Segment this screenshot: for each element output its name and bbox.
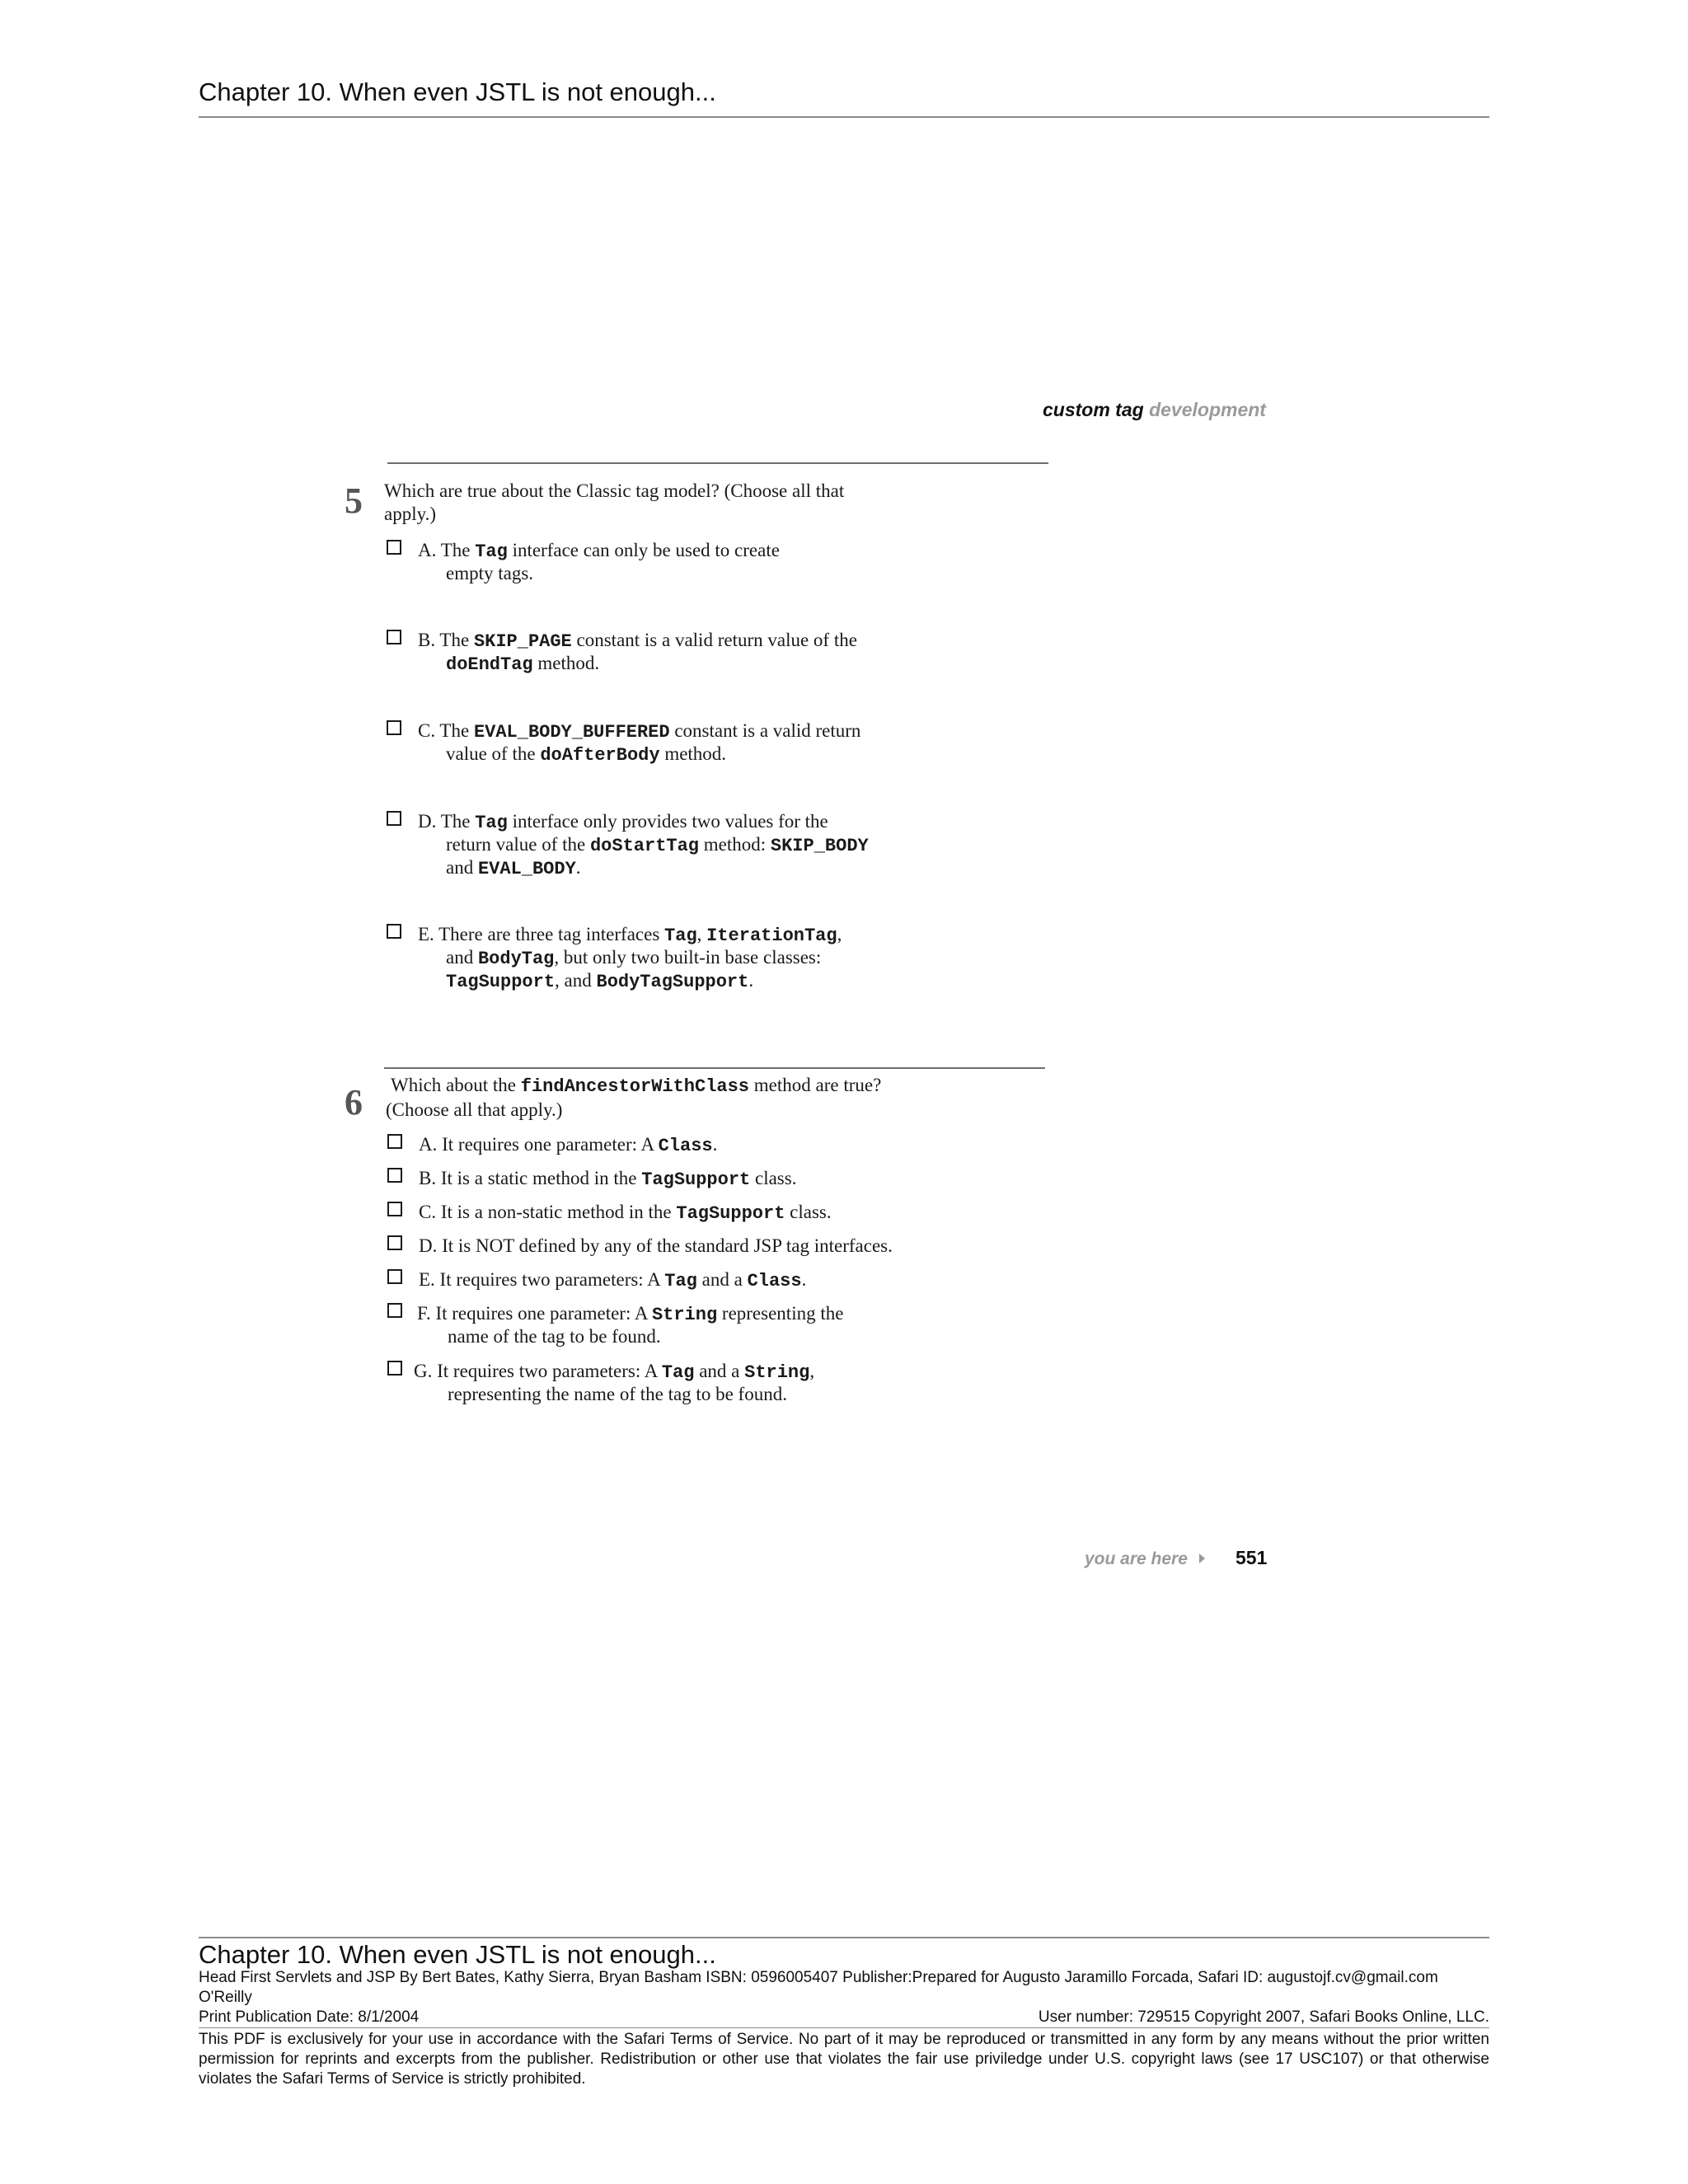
checkbox-icon[interactable] — [387, 811, 403, 827]
question-6-stem-line2: (Choose all that apply.) — [386, 1099, 563, 1120]
footer-meta-divider — [199, 2027, 1489, 2028]
you-are-here-label: you are here — [1085, 1549, 1188, 1568]
footer-print-date: Print Publication Date: 8/1/2004 — [199, 2008, 420, 2026]
checkbox-icon[interactable] — [387, 1202, 404, 1218]
header-divider — [199, 116, 1489, 118]
footer-book-info: Head First Servlets and JSP By Bert Bates, Kathy Sierra, Bryan Basham ISBN: 0596005407 Publisher:Prepared for Augusto Jaramillo Forcada, Safari ID: augustojf.cv@gmail.com — [199, 1969, 1438, 1986]
checkbox-icon[interactable] — [387, 1361, 404, 1377]
question-5-stem-line2: apply.) — [384, 504, 437, 524]
question-6-stem — [386, 1074, 881, 1122]
question-6-stem-line1: Which about the findAncestorWithClass method are true? — [391, 1075, 882, 1097]
footer-publisher: O'Reilly — [199, 1989, 252, 2006]
checkbox-icon[interactable] — [387, 1303, 404, 1319]
question-5-rule — [387, 462, 1048, 464]
question-5-stem — [384, 480, 844, 526]
arrow-right-icon — [1199, 1554, 1205, 1563]
running-head — [1043, 399, 1266, 421]
footer-divider — [199, 1937, 1489, 1938]
checkbox-icon[interactable] — [387, 1134, 404, 1151]
checkbox-icon[interactable] — [387, 924, 403, 940]
running-head-light: development — [1149, 399, 1266, 420]
chapter-header: Chapter 10. When even JSTL is not enough... — [199, 77, 716, 106]
footer-user-copyright: User number: 729515 Copyright 2007, Safari Books Online, LLC. — [1038, 2008, 1489, 2026]
checkbox-icon[interactable] — [387, 720, 403, 737]
footer-chapter-title: Chapter 10. When even JSTL is not enough... — [199, 1940, 716, 1969]
page-number: 551 — [1236, 1547, 1268, 1568]
checkbox-icon[interactable] — [387, 630, 403, 646]
question-5-stem-line1: Which are true about the Classic tag model? (Choose all that — [384, 480, 845, 501]
question-6-rule — [384, 1067, 1045, 1069]
checkbox-icon[interactable] — [387, 1269, 404, 1286]
question-6-number: 6 — [345, 1082, 363, 1122]
checkbox-icon[interactable] — [387, 1168, 404, 1184]
question-5-number: 5 — [345, 480, 363, 521]
footer-terms-notice: This PDF is exclusively for your use in accordance with the Safari Terms of Service. No part of it may be reproduced or transmitted in any form by any means without the prior written permission for reprints and excerpts from the publisher. Redistribution or other use that violates the fair use priviledge under U.S. copyright laws (see 17 USC107) or that otherwise violates the Safari Terms of Service is strictly prohibited. — [199, 2031, 1489, 2088]
running-head-strong: custom tag — [1043, 399, 1144, 420]
checkbox-icon[interactable] — [387, 1235, 404, 1252]
checkbox-icon[interactable] — [387, 540, 403, 556]
